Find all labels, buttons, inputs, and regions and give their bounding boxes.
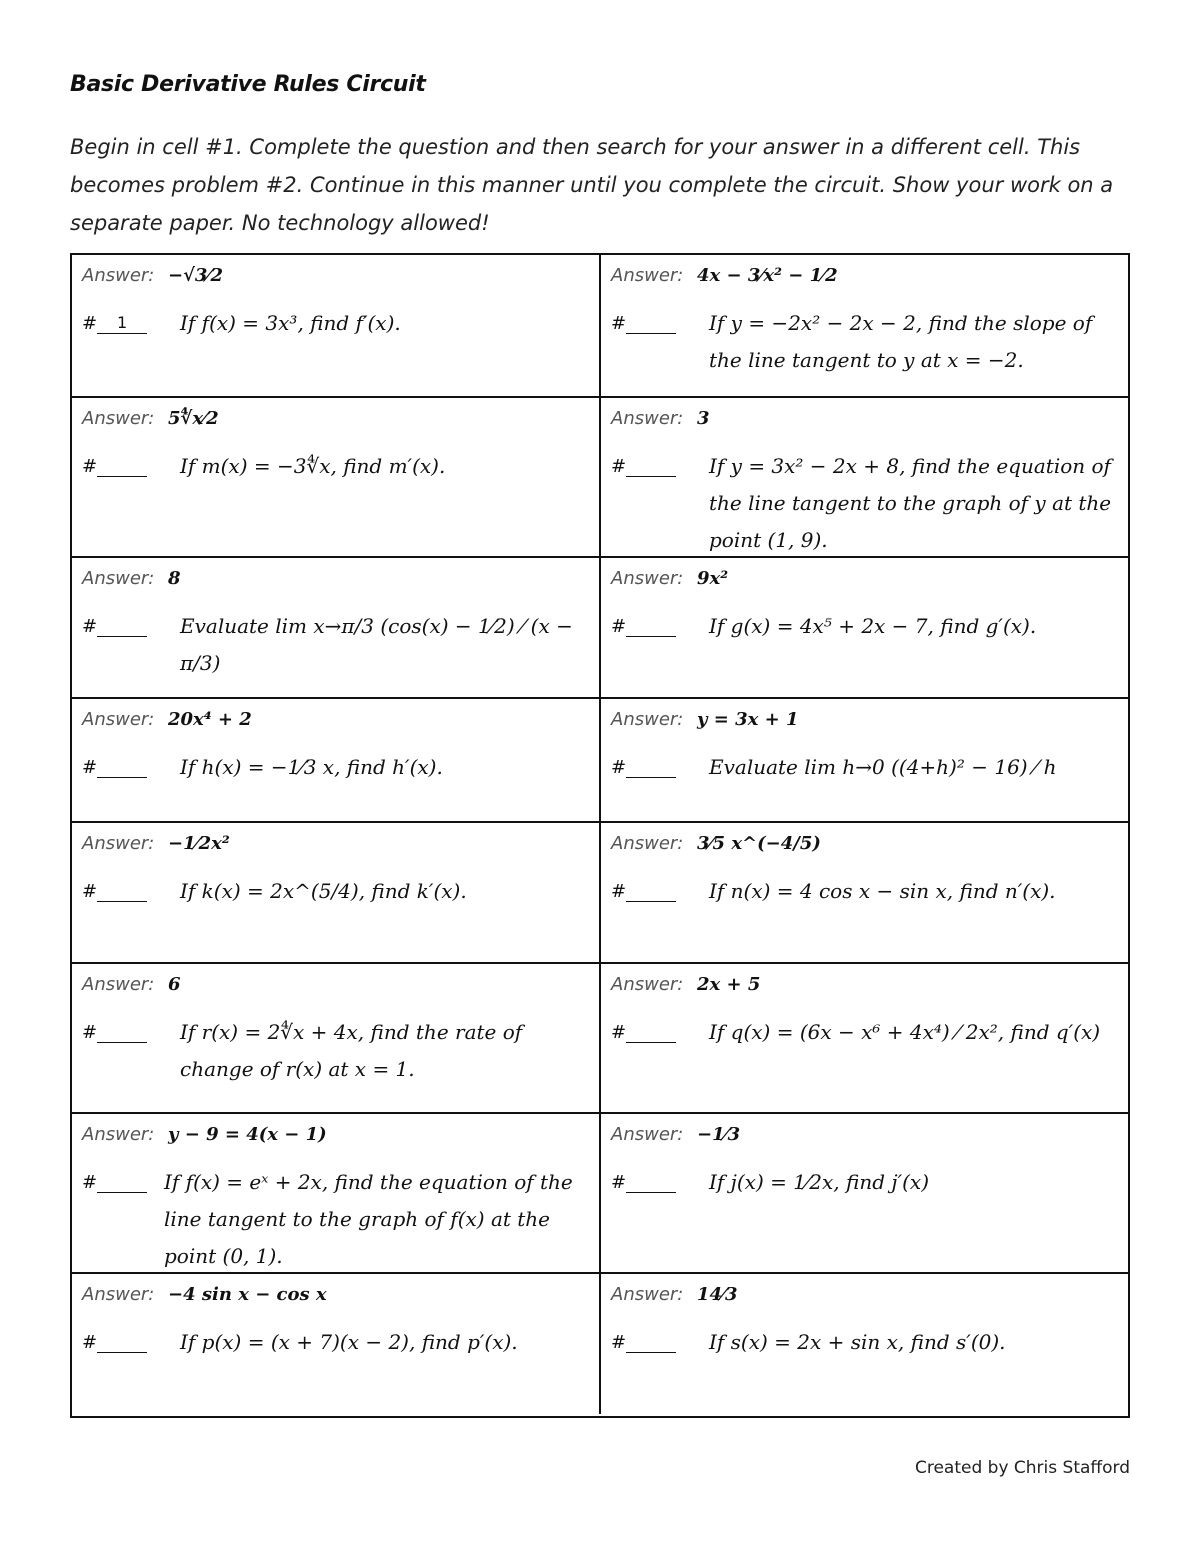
- cell-number: [82, 1332, 147, 1353]
- answer-label: Answer:: [82, 408, 155, 429]
- answer-label: Answer:: [611, 833, 684, 854]
- answer-label: Answer:: [611, 265, 684, 286]
- circuit-cell: [72, 823, 601, 964]
- circuit-cell: [601, 1114, 1128, 1274]
- number-prefix: #: [82, 313, 98, 334]
- number-blank[interactable]: 1: [97, 313, 147, 334]
- worksheet-title: Basic Derivative Rules Circuit: [70, 72, 426, 97]
- number-prefix: #: [82, 616, 98, 637]
- number-prefix: #: [82, 1172, 98, 1193]
- number-blank[interactable]: [97, 1022, 147, 1043]
- answer-row: [611, 1124, 740, 1145]
- number-blank[interactable]: [97, 1172, 147, 1193]
- answer-value: 20x⁴ + 2: [168, 709, 252, 730]
- answer-row: [82, 833, 230, 854]
- number-blank[interactable]: [626, 456, 676, 477]
- answer-value: 6: [168, 974, 181, 995]
- number-blank[interactable]: [97, 456, 147, 477]
- answer-row: [611, 265, 838, 286]
- question-text: If g(x) = 4x⁵ + 2x − 7, find g′(x).: [709, 614, 1037, 638]
- answer-value: 8: [168, 568, 181, 589]
- question-text: If s(x) = 2x + sin x, find s′(0).: [709, 1330, 1006, 1354]
- answer-row: [82, 709, 252, 730]
- cell-number: [611, 1332, 676, 1353]
- answer-label: Answer:: [611, 568, 684, 589]
- cell-number: [82, 881, 147, 902]
- cell-number: [611, 313, 676, 334]
- circuit-cell: [72, 1114, 601, 1274]
- question-text: If n(x) = 4 cos x − sin x, find n′(x).: [709, 879, 1056, 903]
- circuit-cell: [72, 699, 601, 823]
- number-prefix: #: [82, 757, 98, 778]
- number-prefix: #: [611, 616, 627, 637]
- number-prefix: #: [611, 313, 627, 334]
- answer-value: 3: [697, 408, 710, 429]
- number-blank[interactable]: [626, 881, 676, 902]
- answer-row: [82, 265, 223, 286]
- number-prefix: #: [82, 1332, 98, 1353]
- question-text: If m(x) = −3∜x, find m′(x).: [180, 454, 446, 478]
- question-text: If r(x) = 2∜x + 4x, find the rate of change of r(x) at x = 1.: [180, 1020, 523, 1081]
- cell-number: [611, 1022, 676, 1043]
- question-text: If q(x) = (6x − x⁶ + 4x⁴) ⁄ 2x², find q′(x): [709, 1020, 1101, 1044]
- number-blank[interactable]: [97, 616, 147, 637]
- instructions: Begin in cell #1. Complete the question and then search for your answer in a different cell. This becomes problem #2. Continue in this manner until you complete the circuit. Show your work on a separate paper. No technology allowed!: [70, 135, 1114, 235]
- answer-value: −1⁄2x²: [168, 833, 230, 854]
- cell-number: [611, 757, 676, 778]
- question-text: If y = −2x² − 2x − 2, find the slope of the line tangent to y at x = −2.: [709, 311, 1093, 372]
- answer-row: [82, 974, 181, 995]
- number-blank[interactable]: [97, 757, 147, 778]
- circuit-cell: [72, 398, 601, 558]
- answer-label: Answer:: [82, 1284, 155, 1305]
- answer-label: Answer:: [82, 833, 155, 854]
- answer-value: 14⁄3: [697, 1284, 738, 1305]
- answer-row: [611, 1284, 738, 1305]
- circuit-cell: [72, 255, 601, 398]
- circuit-cell: [601, 398, 1128, 558]
- answer-row: [611, 568, 728, 589]
- answer-row: [82, 408, 219, 429]
- number-blank[interactable]: [626, 757, 676, 778]
- question-text: If p(x) = (x + 7)(x − 2), find p′(x).: [180, 1330, 518, 1354]
- cell-number: [611, 881, 676, 902]
- circuit-cell: [601, 1274, 1128, 1414]
- answer-value: 9x²: [697, 568, 729, 589]
- number-prefix: #: [611, 1022, 627, 1043]
- answer-label: Answer:: [82, 568, 155, 589]
- question-text: If y = 3x² − 2x + 8, find the equation of the line tangent to the graph of y at the point (1, 9).: [709, 454, 1112, 552]
- circuit-cell: [601, 964, 1128, 1114]
- circuit-cell: [601, 823, 1128, 964]
- answer-label: Answer:: [611, 408, 684, 429]
- number-blank[interactable]: [626, 1332, 676, 1353]
- answer-row: [611, 833, 821, 854]
- answer-value: 3⁄5 x^(−4/5): [697, 833, 821, 854]
- answer-label: Answer:: [611, 709, 684, 730]
- answer-label: Answer:: [611, 1284, 684, 1305]
- cell-number: [611, 1172, 676, 1193]
- number-prefix: #: [82, 881, 98, 902]
- question-text: If k(x) = 2x^(5/4), find k′(x).: [180, 879, 467, 903]
- number-blank[interactable]: [97, 1332, 147, 1353]
- answer-label: Answer:: [82, 974, 155, 995]
- answer-value: 5∜x⁄2: [168, 408, 219, 429]
- answer-value: −4 sin x − cos x: [168, 1284, 327, 1305]
- answer-row: [82, 568, 181, 589]
- circuit-cell: [72, 558, 601, 699]
- answer-value: y − 9 = 4(x − 1): [168, 1124, 327, 1145]
- answer-label: Answer:: [82, 709, 155, 730]
- cell-number: [82, 313, 147, 334]
- answer-row: [82, 1284, 327, 1305]
- number-blank[interactable]: [97, 881, 147, 902]
- cell-number: [82, 1022, 147, 1043]
- number-prefix: #: [82, 1022, 98, 1043]
- question-text: If j(x) = 1⁄2x, find j′(x): [709, 1170, 930, 1194]
- number-blank[interactable]: [626, 616, 676, 637]
- answer-value: −1⁄3: [697, 1124, 741, 1145]
- number-prefix: #: [82, 456, 98, 477]
- number-prefix: #: [611, 1332, 627, 1353]
- question-text: Evaluate lim x→π/3 (cos(x) − 1⁄2) ⁄ (x − π/3): [180, 614, 573, 675]
- answer-row: [611, 408, 710, 429]
- circuit-grid: [70, 253, 1130, 1418]
- cell-number: [82, 1172, 147, 1193]
- answer-row: [611, 709, 798, 730]
- question-text: Evaluate lim h→0 ((4+h)² − 16) ⁄ h: [709, 755, 1057, 779]
- circuit-cell: [72, 964, 601, 1114]
- answer-label: Answer:: [82, 1124, 155, 1145]
- circuit-cell: [72, 1274, 601, 1414]
- answer-row: [611, 974, 760, 995]
- cell-number: [82, 757, 147, 778]
- question-text: If f(x) = 3x³, find f′(x).: [180, 311, 401, 335]
- answer-row: [82, 1124, 327, 1145]
- number-prefix: #: [611, 881, 627, 902]
- number-blank[interactable]: [626, 313, 676, 334]
- cell-number: [611, 456, 676, 477]
- answer-label: Answer:: [611, 974, 684, 995]
- cell-number: [82, 456, 147, 477]
- circuit-cell: [601, 558, 1128, 699]
- answer-value: 2x + 5: [697, 974, 761, 995]
- answer-label: Answer:: [82, 265, 155, 286]
- number-prefix: #: [611, 456, 627, 477]
- number-prefix: #: [611, 757, 627, 778]
- number-blank[interactable]: [626, 1022, 676, 1043]
- cell-number: [611, 616, 676, 637]
- credit: Created by Chris Stafford: [914, 1458, 1130, 1478]
- number-prefix: #: [611, 1172, 627, 1193]
- question-text: If h(x) = −1⁄3 x, find h′(x).: [180, 755, 443, 779]
- number-blank[interactable]: [626, 1172, 676, 1193]
- answer-value: 4x − 3⁄x² − 1⁄2: [697, 265, 838, 286]
- circuit-cell: [601, 699, 1128, 823]
- answer-value: −√3⁄2: [168, 265, 223, 286]
- answer-label: Answer:: [611, 1124, 684, 1145]
- answer-value: y = 3x + 1: [697, 709, 799, 730]
- question-text: If f(x) = eˣ + 2x, find the equation of the line tangent to the graph of f(x) at the point (0, 1).: [164, 1170, 573, 1268]
- cell-number: [82, 616, 147, 637]
- circuit-cell: [601, 255, 1128, 398]
